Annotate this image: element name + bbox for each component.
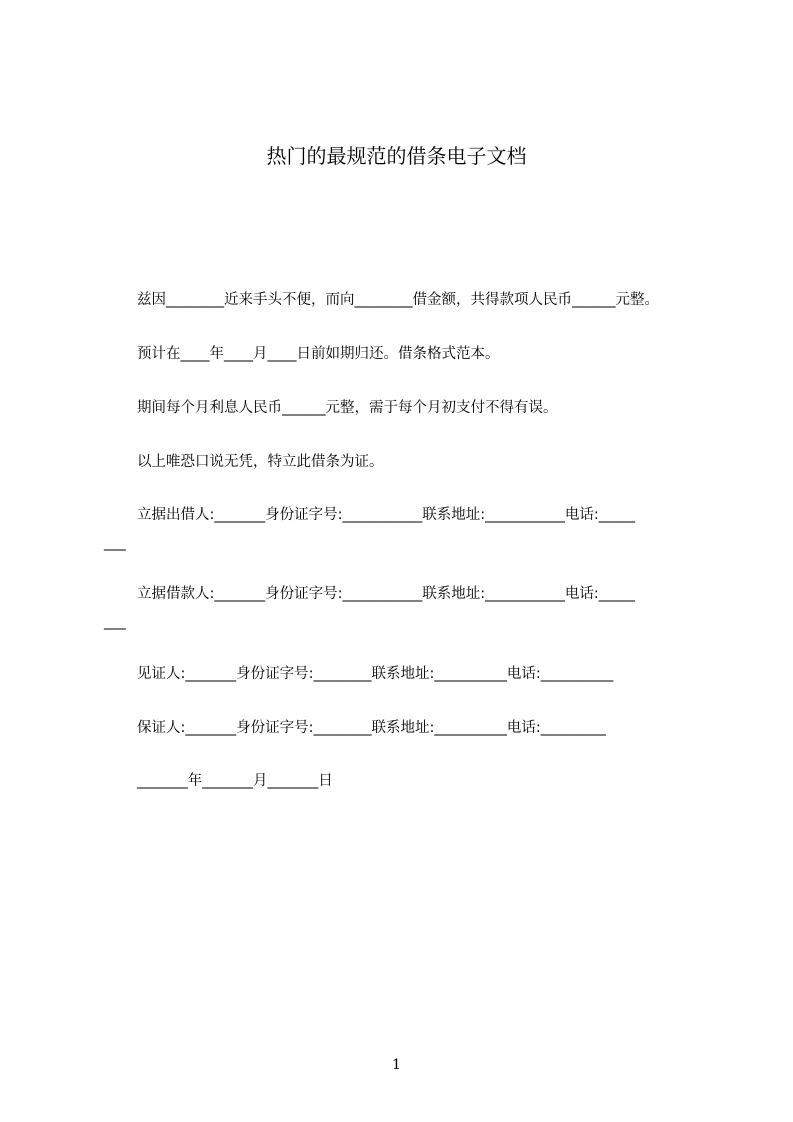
- document-title: 热门的最规范的借条电子文档: [266, 144, 527, 168]
- borrower-info-line-continued: ___: [104, 614, 126, 630]
- paragraph-interest: 期间每个月利息人民币______元整，需于每个月初支付不得有误。: [137, 400, 558, 416]
- page-number: 1: [392, 1057, 401, 1073]
- guarantor-info-line: 保证人:_______身份证字号:________联系地址:__________电话:_________: [137, 720, 607, 736]
- lender-info-line: 立据出借人:_______身份证字号:___________联系地址:___________电话:_____: [137, 507, 636, 523]
- lender-info-line-continued: ___: [104, 535, 126, 551]
- paragraph-loan-reason: 兹因________近来手头不便，而向________借金额，共得款项人民币______元整。: [137, 292, 659, 308]
- signature-date-line: _______年_______月_______日: [137, 773, 333, 789]
- borrower-info-line: 立据借款人:_______身份证字号:___________联系地址:___________电话:_____: [137, 586, 636, 602]
- witness-info-line: 见证人:_______身份证字号:________联系地址:__________电话:__________: [137, 666, 614, 682]
- paragraph-repayment-date: 预计在____年____月____日前如期归还。借条格式范本。: [137, 346, 500, 362]
- paragraph-declaration: 以上唯恐口说无凭，特立此借条为证。: [137, 454, 384, 470]
